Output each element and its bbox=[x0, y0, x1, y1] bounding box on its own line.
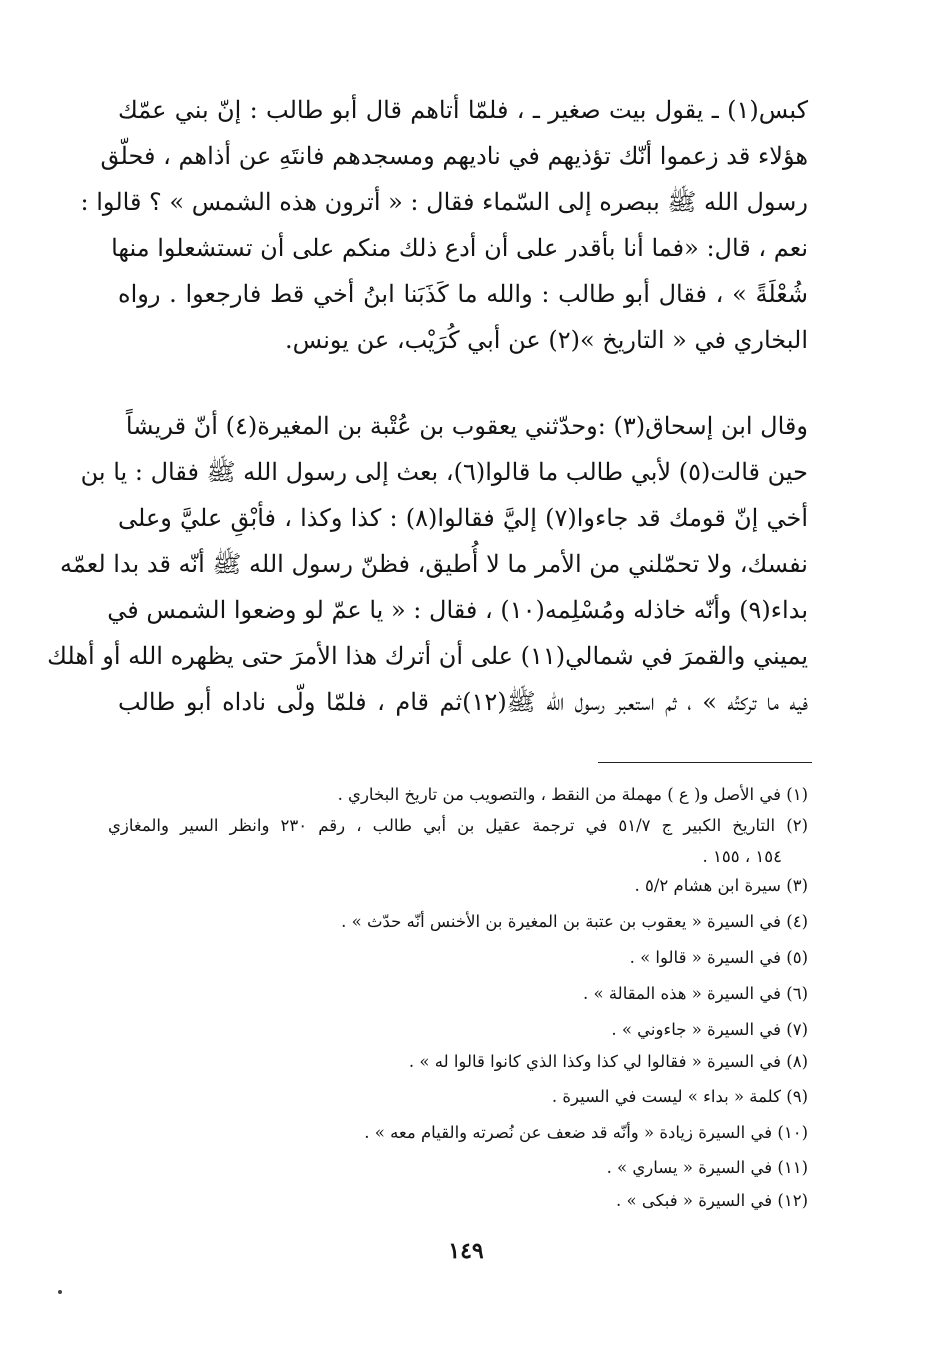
body-line-2: هؤلاء قد زعموا أنّك تؤذيهم في ناديهم ومسجدهم فانتَهِ عن أذاهم ، فحلّق bbox=[100, 142, 808, 170]
footnote-separator bbox=[598, 762, 812, 763]
footnote-12: (١٢) في السيرة « فبكى » . bbox=[616, 1191, 808, 1210]
body-line-10: نفسك، ولا تحمّلني من الأمر ما لا أُطيق، فظنّ رسول الله ﷺ أنّه قد بدا لعمّه bbox=[60, 550, 808, 578]
footnote-6: (٦) في السيرة « هذه المقالة » . bbox=[582, 984, 808, 1003]
body-line-11: بداء(٩) وأنّه خاذله ومُسْلِمه(١٠) ، فقال : « يا عمّ لو وضعوا الشمس في bbox=[107, 596, 808, 624]
footnote-10: (١٠) في السيرة زيادة « وأنّه قد ضعف عن نُصرته والقيام معه » . bbox=[364, 1123, 808, 1142]
body-line-5: شُعْلَةً » ، فقال أبو طالب : والله ما كَذَبَنا ابنُ أخي قط فارجعوا . رواه bbox=[118, 280, 808, 308]
body-line-6: البخاري في « التاريخ »(٢) عن أبي كُرَيْب، عن يونس. bbox=[285, 326, 808, 354]
body-line-1: كبس(١) ـ يقول بيت صغير ـ ، فلمّا أتاهم قال أبو طالب : إنّ بني عمّك bbox=[118, 96, 808, 124]
footnote-9: (٩) كلمة « بداء » ليست في السيرة . bbox=[551, 1087, 808, 1106]
footnote-8: (٨) في السيرة « فقالوا لي كذا وكذا الذي كانوا قالوا له » . bbox=[408, 1052, 808, 1071]
body-line-3: رسول الله ﷺ ببصره إلى السّماء فقال : « أترون هذه الشمس » ؟ قالوا : bbox=[80, 188, 808, 216]
footnote-7: (٧) في السيرة « جاءوني » . bbox=[611, 1020, 808, 1039]
footnote-11: (١١) في السيرة « يساري » . bbox=[606, 1158, 808, 1177]
body-line-12: يميني والقمرَ في شمالي(١١) على أن أترك هذا الأمرَ حتى يظهره الله أو أهلك bbox=[47, 642, 808, 670]
footnote-5: (٥) في السيرة « قالوا » . bbox=[629, 948, 808, 967]
footnote-1: (١) في الأصل و( ع ) مهملة من النقط ، والتصويب من تاريخ البخاري . bbox=[337, 785, 808, 804]
page-number: ١٤٩ bbox=[448, 1238, 484, 1264]
body-line-13: فيه ما تركتُه » ، ثم استعبر رسول الله ﷺ(١٢)ثم قام ، فلمّا ولّى ناداه أبو طالب bbox=[118, 688, 808, 716]
footnote-3: (٣) سيرة ابن هشام ٥/٢ . bbox=[634, 876, 808, 895]
footnote-2: (٢) التاريخ الكبير ج ٥١/٧ في ترجمة عقيل بن أبي طالب ، رقم ٢٣٠ وانظر السير والمغازي bbox=[108, 816, 808, 835]
body-line-4: نعم ، قال: «فما أنا بأقدر على أن أدع ذلك منكم على أن تستشعلوا منها bbox=[111, 234, 808, 262]
footnote-4: (٤) في السيرة « يعقوب بن عتبة بن المغيرة بن الأخنس أنّه حدّث » . bbox=[341, 912, 808, 931]
scan-speck bbox=[58, 1290, 62, 1294]
body-line-8: حين قالت(٥) لأبي طالب ما قالوا(٦)، بعث إلى رسول الله ﷺ فقال : يا بن bbox=[80, 458, 808, 486]
footnote-2-continued: ١٥٤ ، ١٥٥ . bbox=[702, 847, 782, 866]
body-line-9: أخي إنّ قومك قد جاءوا(٧) إليَّ فقالوا(٨) : كذا وكذا ، فأبْقِ عليَّ وعلى bbox=[118, 504, 808, 532]
body-line-7: وقال ابن إسحاق(٣) :وحدّثني يعقوب بن عُتْبة بن المغيرة(٤) أنّ قريشاً bbox=[125, 412, 808, 440]
